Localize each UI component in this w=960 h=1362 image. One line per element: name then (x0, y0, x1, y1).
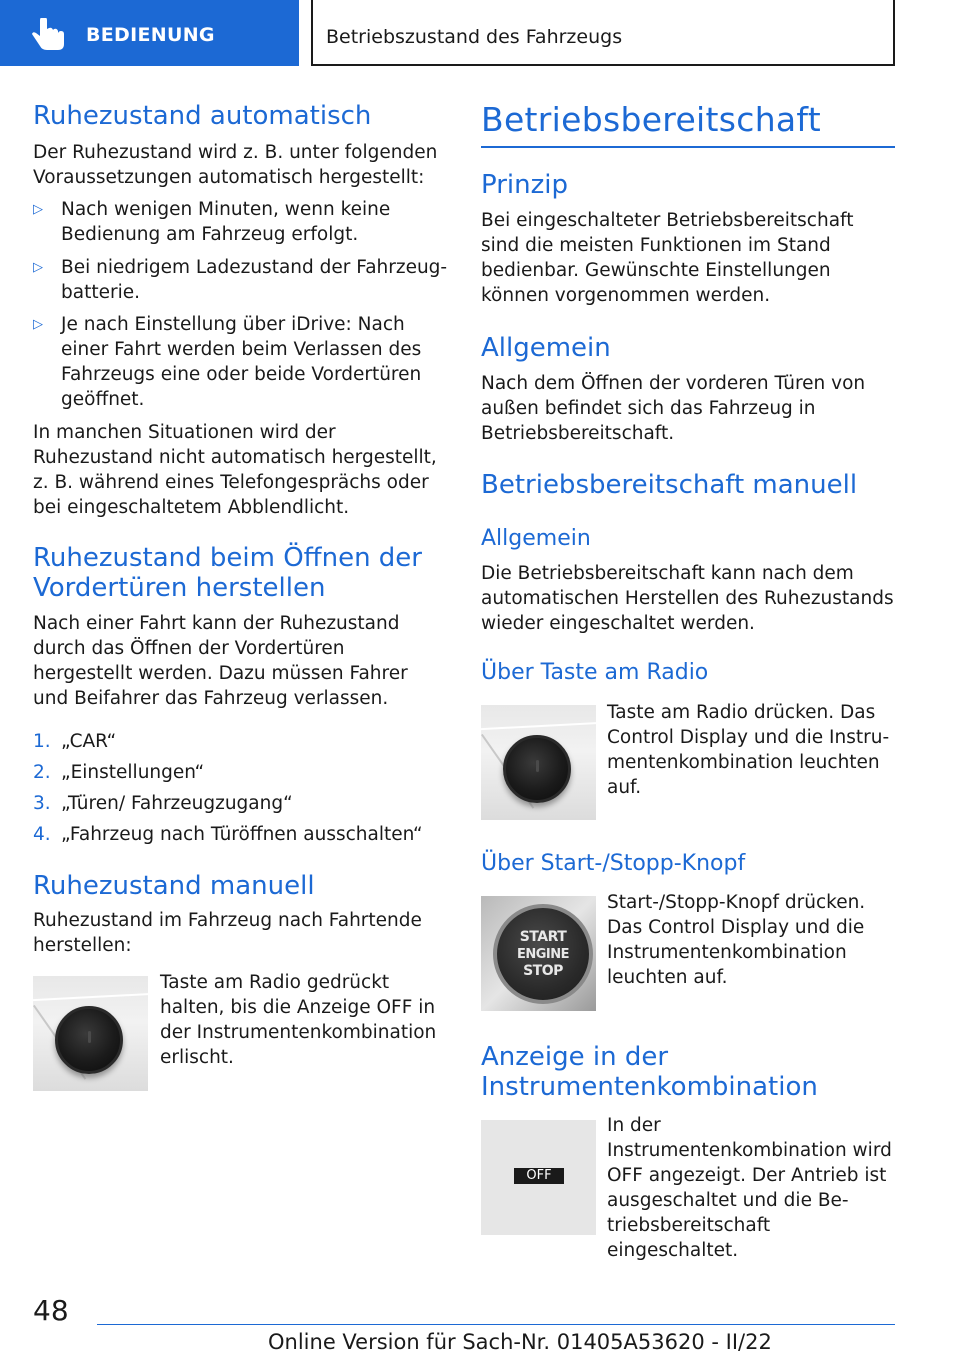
triangle-bullet-icon: ▷ (33, 317, 43, 332)
heading-doors: Ruhezustand beim Öffnen der Vordertüren herstellen (33, 543, 422, 603)
list-item (33, 791, 448, 816)
bullet-text: Nach wenigen Minuten, wenn keine Bedienung am Fahrzeug erfolgt. (61, 199, 391, 245)
step-number: 3. (33, 793, 51, 814)
manual-caption: Taste am Radio gedrückt halten, bis die Anzeige OFF in der Instrumentenkombination erlischt. (160, 972, 437, 1068)
engine-line: ENGINE (516, 946, 570, 962)
radio-knob (503, 735, 571, 803)
start-stop-button-image (481, 896, 596, 1011)
heading-betriebsbereitschaft: Betriebsbereitschaft (481, 100, 822, 139)
start-line: START (519, 928, 567, 945)
pointing-hand-icon (30, 18, 70, 52)
start-stop-button (493, 904, 593, 1004)
step-text: „Einstellungen“ (61, 762, 205, 783)
auto-intro: Der Ruhezustand wird z. B. unter folgenden Voraussetzungen automatisch hergestellt: (33, 142, 438, 188)
subheading-allgemein: Allgemein (481, 526, 591, 551)
radio-knob-image (33, 976, 148, 1091)
bullet-item (33, 312, 448, 412)
online-version-text: Online Version für Sach-Nr. 01405A53620 - II/22 (268, 1330, 772, 1354)
radio-caption: Taste am Radio drücken. Das Control Display und die Instrumentenkombination leuchten auf. (607, 702, 890, 798)
start-caption: Start-/Stopp-Knopf drücken. Das Control Display und die Instrumentenkombination leuchten auf. (607, 892, 866, 988)
list-item (33, 729, 448, 754)
list-item (33, 760, 448, 785)
heading-start-stopp: Über Start-/Stopp-Knopf (481, 851, 746, 876)
step-text: „CAR“ (61, 731, 117, 752)
step-number: 2. (33, 762, 51, 783)
heading-taste-radio: Über Taste am Radio (481, 660, 709, 685)
heading-ruhezustand-manuell: Ruhezustand manuell (33, 871, 315, 901)
display-caption: In der Instrumentenkombination wird OFF angezeigt. Der Antrieb ist ausgeschaltet und die Betriebsbereitschaft eingeschaltet. (607, 1115, 892, 1261)
list-item (33, 822, 448, 847)
radio-knob-image (481, 705, 596, 820)
triangle-bullet-icon: ▷ (33, 202, 43, 217)
step-text: „Türen/ Fahrzeugzugang“ (61, 793, 293, 814)
bullet-text: Je nach Einstellung über iDrive: Nach einer Fahrt werden beim Verlassen des Fahrzeugs eine oder beide Vordertüren geöffnet. (61, 314, 422, 410)
heading-rule (481, 146, 895, 148)
heading-prinzip: Prinzip (481, 170, 568, 200)
off-indicator: OFF (514, 1168, 564, 1184)
triangle-bullet-icon: ▷ (33, 260, 43, 275)
bullet-item (33, 255, 448, 305)
heading-anzeige: Anzeige in der Instrumentenkombination (481, 1042, 818, 1102)
step-number: 4. (33, 824, 51, 845)
auto-outro: In manchen Situationen wird der Ruhezustand nicht automatisch hergestellt, z. B. während eines Telefongesprächs oder bei eingeschaltetem Abblendlicht. (33, 422, 437, 518)
step-number: 1. (33, 731, 51, 752)
page-number: 48 (33, 1294, 69, 1327)
section-label: BEDIENUNG (86, 24, 215, 46)
heading-allgemein: Allgemein (481, 333, 611, 363)
manual-intro: Ruhezustand im Fahrzeug nach Fahrtende herstellen: (33, 910, 422, 956)
heading-ruhezustand-automatisch: Ruhezustand automatisch (33, 101, 372, 131)
chapter-title: Betriebszustand des Fahrzeugs (326, 26, 623, 48)
principle-text: Bei eingeschalteter Betriebsbereitschaft sind die meisten Funktionen im Stand bedienbar. Gewünschte Einstellungen können vorgenommen werden. (481, 210, 854, 306)
general-text: Nach dem Öffnen der vorderen Türen von außen befindet sich das Fahrzeug in Betriebsbereitschaft. (481, 373, 866, 444)
bullet-item (33, 197, 448, 247)
step-text: „Fahrzeug nach Türöffnen ausschalten“ (61, 824, 423, 845)
footer-rule (97, 1324, 895, 1325)
bullet-text: Bei niedrigem Ladezustand der Fahrzeugbatterie. (61, 257, 448, 303)
heading-betriebsbereitschaft-manuell: Betriebsbereitschaft manuell (481, 470, 858, 500)
doors-text: Nach einer Fahrt kann der Ruhezustand durch das Öffnen der Vordertüren hergestellt werden. Dazu müssen Fahrer und Beifahrer das Fahrzeug verlassen. (33, 613, 408, 709)
manual-text: Die Betriebsbereitschaft kann nach dem automatischen Herstellen des Ruhezustands wieder eingeschaltet werden. (481, 563, 894, 634)
radio-knob (55, 1006, 123, 1074)
section-tab (0, 0, 299, 66)
stop-line: STOP (523, 962, 563, 979)
off-display-image (481, 1120, 596, 1235)
